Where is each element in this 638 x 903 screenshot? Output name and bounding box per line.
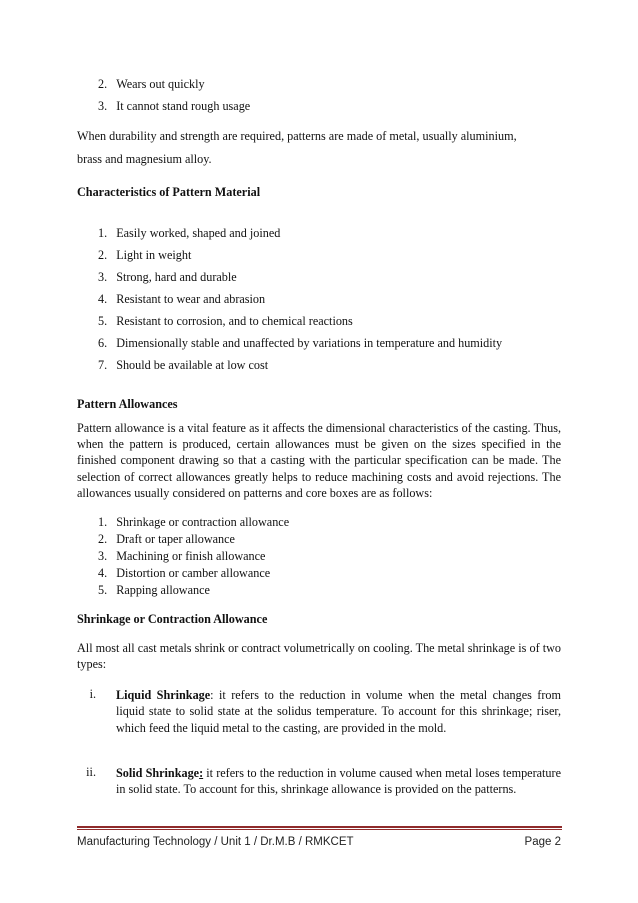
- shrinkage-paragraph: All most all cast metals shrink or contract volumetrically on cooling. The metal shrinkage is of two types:: [77, 641, 561, 672]
- characteristics-heading: Characteristics of Pattern Material: [77, 185, 261, 199]
- list-item: 6. Dimensionally stable and unaffected by variations in temperature and humidity: [98, 336, 503, 350]
- liquid-shrinkage-item: Liquid Shrinkage: it refers to the reduction in volume when the metal changes from liquid state to solid state at the solidus temperature. To account for this shrinkage; riser, which feed the liquid metal to the casting, are provided in the mold.: [116, 688, 561, 735]
- list-item: 5. Rapping allowance: [98, 583, 210, 597]
- roman-numeral: ii.: [86, 765, 96, 779]
- footer-page-number: Page 2: [524, 836, 561, 848]
- list-item: 2. Light in weight: [98, 248, 192, 262]
- footer-left: Manufacturing Technology / Unit 1 / Dr.M.B / RMKCET: [77, 836, 354, 848]
- roman-numeral: i.: [89, 687, 96, 701]
- footer-rule: [77, 826, 562, 828]
- list-item: 1. Shrinkage or contraction allowance: [98, 515, 290, 529]
- list-item: 2. Wears out quickly: [98, 77, 205, 91]
- list-item: 4. Distortion or camber allowance: [98, 566, 271, 580]
- list-item: 5. Resistant to corrosion, and to chemical reactions: [98, 314, 353, 328]
- term: Solid Shrinkage: [116, 766, 200, 780]
- list-item: 4. Resistant to wear and abrasion: [98, 292, 266, 306]
- allowances-paragraph: Pattern allowance is a vital feature as it affects the dimensional characteristics of the casting. Thus, when the pattern is produced, certain allowances must be given on the sizes specified in the finished component drawing so that a casting with the particular specification can be made. The selection of correct allowances greatly helps to reduce machining costs and avoid rejections. The allowances usually considered on patterns and core boxes are as follows:: [77, 421, 561, 500]
- solid-shrinkage-item: Solid Shrinkage: it refers to the reduction in volume caused when metal loses temperature in solid state. To account for this, shrinkage allowance is provided on the patterns.: [116, 766, 561, 797]
- list-item: 2. Draft or taper allowance: [98, 532, 235, 546]
- list-item: 1. Easily worked, shaped and joined: [98, 226, 281, 240]
- term: Liquid Shrinkage: [116, 688, 211, 702]
- allowances-heading: Pattern Allowances: [77, 397, 178, 411]
- list-item: 3. It cannot stand rough usage: [98, 99, 251, 113]
- list-item: 7. Should be available at low cost: [98, 358, 269, 372]
- metal-paragraph-line2: brass and magnesium alloy.: [77, 152, 212, 166]
- list-item: 3. Strong, hard and durable: [98, 270, 237, 284]
- list-item: 3. Machining or finish allowance: [98, 549, 266, 563]
- shrinkage-heading: Shrinkage or Contraction Allowance: [77, 612, 268, 626]
- footer-rule-thin: [77, 829, 562, 830]
- metal-paragraph-line1: When durability and strength are required, patterns are made of metal, usually aluminium,: [77, 129, 517, 143]
